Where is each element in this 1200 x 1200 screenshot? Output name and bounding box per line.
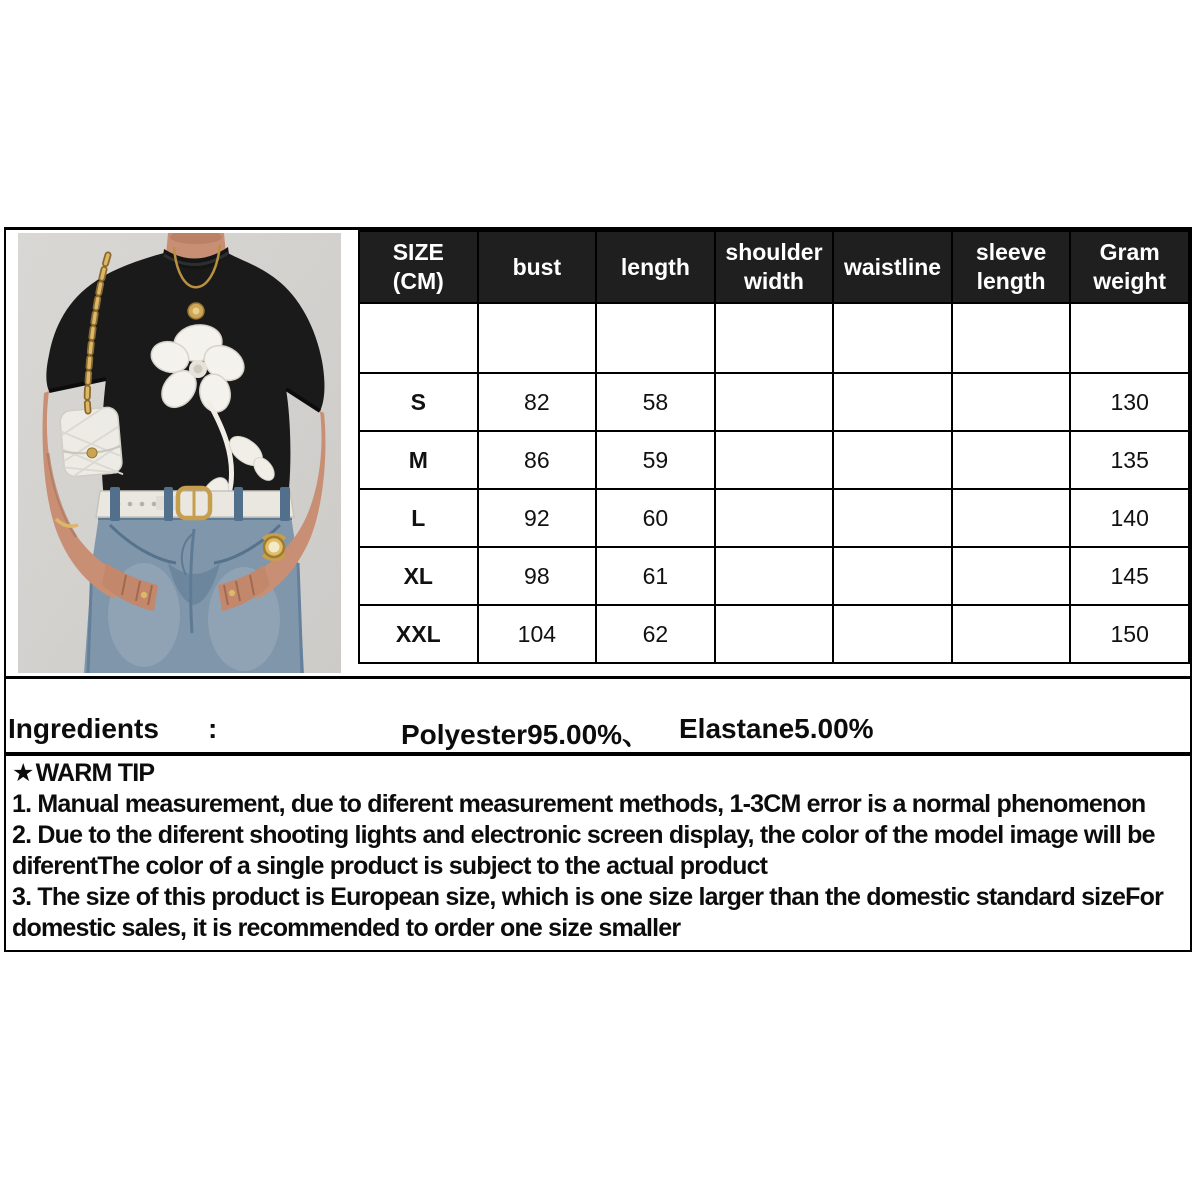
table-row: [359, 605, 1189, 663]
size-chart-table: [358, 230, 1190, 664]
warm-tip-section: [6, 752, 1190, 950]
table-cell: 82: [478, 373, 597, 431]
table-cell: 61: [596, 547, 715, 605]
table-cell: [833, 547, 952, 605]
table-cell: 135: [1070, 431, 1189, 489]
header-line: width: [743, 268, 804, 294]
table-cell: [715, 605, 834, 663]
table-cell: [952, 605, 1071, 663]
warm-tip-note-1: 1. Manual measurement, due to diferent measurement methods, 1-3CM error is a normal phenomenon: [12, 790, 1146, 818]
column-header-bust: [478, 231, 597, 303]
table-cell: [715, 373, 834, 431]
table-cell: [478, 303, 597, 373]
header-line: waistline: [843, 253, 942, 280]
row-label: M: [359, 431, 478, 489]
table-cell: [952, 547, 1071, 605]
warm-tip-note-2: 2. Due to the diferent shooting lights and electronic screen display, the color of the model image will be diferentThe color of a single product is subject to the actual product: [12, 821, 1155, 880]
column-header-length: [596, 231, 715, 303]
size-chart-header: [359, 231, 1189, 303]
ingredient-elastane: Elastane5.00%: [679, 713, 874, 744]
warm-tip-title: WARM TIP: [35, 759, 155, 787]
wrist-watch: [263, 535, 285, 559]
header-line: shoulder: [725, 239, 823, 265]
size-chart-body: [359, 303, 1189, 663]
table-cell: [715, 489, 834, 547]
ingredient-polyester: Polyester95.00%、: [401, 719, 651, 750]
table-cell: 58: [596, 373, 715, 431]
header-line: weight: [1093, 268, 1167, 294]
ring: [229, 590, 235, 596]
table-cell: 86: [478, 431, 597, 489]
header-line: length: [620, 253, 690, 280]
table-cell: [833, 303, 952, 373]
table-cell: 150: [1070, 605, 1189, 663]
table-row: [359, 547, 1189, 605]
row-label: [359, 303, 478, 373]
top-section: [6, 230, 1190, 676]
header-line: sleeve: [975, 239, 1047, 265]
table-cell: [596, 303, 715, 373]
table-cell: [833, 373, 952, 431]
table-cell: 60: [596, 489, 715, 547]
table-cell: [715, 303, 834, 373]
header-line: bust: [512, 253, 562, 280]
row-label: L: [359, 489, 478, 547]
table-cell: [952, 489, 1071, 547]
column-header-sleeve-length: [952, 231, 1071, 303]
table-cell: [952, 373, 1071, 431]
table-cell: 62: [596, 605, 715, 663]
table-cell: [833, 431, 952, 489]
column-header-waistline: [833, 231, 952, 303]
warm-tip-title-row: [12, 758, 1180, 789]
table-cell: 130: [1070, 373, 1189, 431]
header-line: SIZE: [392, 239, 444, 265]
table-cell: [952, 431, 1071, 489]
table-cell: [1070, 303, 1189, 373]
column-header-size: [359, 231, 478, 303]
row-label: S: [359, 373, 478, 431]
row-label: XXL: [359, 605, 478, 663]
header-line: Gram: [1099, 239, 1160, 265]
table-cell: 140: [1070, 489, 1189, 547]
table-row: [359, 373, 1189, 431]
table-cell: [952, 303, 1071, 373]
row-label: XL: [359, 547, 478, 605]
star-icon: ★: [12, 759, 34, 787]
table-cell: 98: [478, 547, 597, 605]
product-sheet: [4, 227, 1192, 952]
belt: [96, 487, 294, 521]
header-row: [359, 231, 1189, 303]
ring: [141, 592, 147, 598]
table-cell: 92: [478, 489, 597, 547]
warm-tip-note-3: 3. The size of this product is European size, which is one size larger than the domestic standard sizeFor domestic sales, it is recommended to order one size smaller: [12, 883, 1163, 942]
table-cell: 104: [478, 605, 597, 663]
header-line: (CM): [392, 268, 444, 294]
model-photo-graphic: [18, 233, 341, 673]
table-row: [359, 303, 1189, 373]
ingredients-row: [6, 676, 1190, 752]
table-row: [359, 489, 1189, 547]
header-line: length: [976, 268, 1046, 294]
column-header-shoulder-width: [715, 231, 834, 303]
column-header-gram-weight: [1070, 231, 1189, 303]
handbag: [59, 407, 123, 480]
table-cell: [833, 489, 952, 547]
ingredients-colon: :: [208, 713, 218, 744]
table-cell: 59: [596, 431, 715, 489]
table-cell: 145: [1070, 547, 1189, 605]
ingredients-label: Ingredients: [8, 713, 159, 744]
product-photo: [18, 233, 341, 673]
table-row: [359, 431, 1189, 489]
table-cell: [715, 547, 834, 605]
table-cell: [715, 431, 834, 489]
table-cell: [833, 605, 952, 663]
